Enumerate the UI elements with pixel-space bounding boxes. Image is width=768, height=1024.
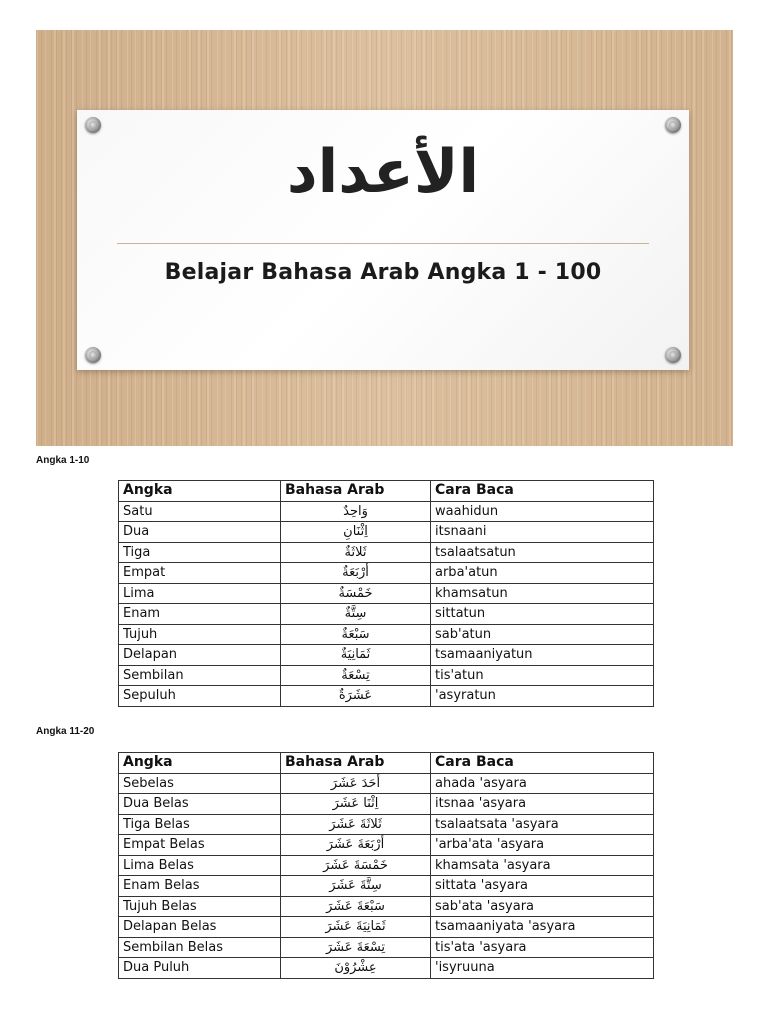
table-row (119, 501, 654, 522)
cell-arabic: خَمْسَةَ عَشَرَ (281, 855, 431, 876)
cell-arabic: ثَمَانِيَةَ عَشَرَ (281, 917, 431, 938)
cell-cara-baca: ahada 'asyara (431, 773, 654, 794)
column-header-bahasa-arab: Bahasa Arab (281, 753, 431, 774)
cell-cara-baca: itsnaa 'asyara (431, 794, 654, 815)
cell-cara-baca: sab'ata 'asyara (431, 896, 654, 917)
column-header-angka: Angka (119, 753, 281, 774)
table-row (119, 896, 654, 917)
cell-arabic: عِشْرُوْنَ (281, 958, 431, 979)
cell-cara-baca: 'isyruuna (431, 958, 654, 979)
cell-arabic: اِثْنَانِ (281, 522, 431, 543)
cell-arabic: أَرْبَعَةٌ (281, 563, 431, 584)
cell-angka: Lima (119, 583, 281, 604)
table-row (119, 542, 654, 563)
banner-subtitle: Belajar Bahasa Arab Angka 1 - 100 (164, 260, 602, 285)
cell-angka: Empat (119, 563, 281, 584)
cell-cara-baca: sittatun (431, 604, 654, 625)
cell-angka: Sepuluh (119, 686, 281, 707)
table-row (119, 604, 654, 625)
cell-angka: Sebelas (119, 773, 281, 794)
cell-angka: Tiga (119, 542, 281, 563)
column-header-cara-baca: Cara Baca (431, 481, 654, 502)
divider (117, 243, 649, 244)
column-header-cara-baca: Cara Baca (431, 753, 654, 774)
table-row (119, 665, 654, 686)
screw-icon (665, 117, 681, 133)
table-header-row (119, 753, 654, 774)
table-row (119, 917, 654, 938)
cell-cara-baca: khamsata 'asyara (431, 855, 654, 876)
screw-icon (85, 347, 101, 363)
cell-cara-baca: tsalaatsatun (431, 542, 654, 563)
table-row (119, 958, 654, 979)
cell-angka: Tujuh (119, 624, 281, 645)
cell-arabic: وَاحِدٌ (281, 501, 431, 522)
cell-angka: Tiga Belas (119, 814, 281, 835)
cell-angka: Delapan (119, 645, 281, 666)
table-row (119, 794, 654, 815)
section-label-1-10: Angka 1-10 (36, 455, 90, 466)
cell-cara-baca: tis'atun (431, 665, 654, 686)
cell-angka: Sembilan (119, 665, 281, 686)
screw-icon (665, 347, 681, 363)
section-label-11-20: Angka 11-20 (36, 726, 95, 737)
table-row (119, 814, 654, 835)
table-row (119, 876, 654, 897)
table-row (119, 563, 654, 584)
cell-arabic: خَمْسَةٌ (281, 583, 431, 604)
cell-cara-baca: tis'ata 'asyara (431, 937, 654, 958)
cell-angka: Dua Belas (119, 794, 281, 815)
cell-cara-baca: tsamaaniyata 'asyara (431, 917, 654, 938)
table-row (119, 583, 654, 604)
cell-cara-baca: sab'atun (431, 624, 654, 645)
cell-cara-baca: 'arba'ata 'asyara (431, 835, 654, 856)
cell-angka: Satu (119, 501, 281, 522)
cell-arabic: عَشَرَةٌ (281, 686, 431, 707)
table-row (119, 624, 654, 645)
cell-arabic: أَحَدَ عَشَرَ (281, 773, 431, 794)
cell-cara-baca: tsalaatsata 'asyara (431, 814, 654, 835)
cell-angka: Lima Belas (119, 855, 281, 876)
arabic-title: الأعداد (286, 137, 480, 207)
cell-angka: Dua Puluh (119, 958, 281, 979)
table-row (119, 937, 654, 958)
cell-arabic: سَبْعَةٌ (281, 624, 431, 645)
cell-arabic: تِسْعَةٌ (281, 665, 431, 686)
cell-angka: Enam (119, 604, 281, 625)
cell-arabic: تِسْعَةَ عَشَرَ (281, 937, 431, 958)
table-header-row (119, 481, 654, 502)
header-banner (36, 30, 733, 446)
table-row (119, 773, 654, 794)
title-card (77, 110, 689, 370)
cell-arabic: ثَلاثَةَ عَشَرَ (281, 814, 431, 835)
cell-cara-baca: sittata 'asyara (431, 876, 654, 897)
screw-icon (85, 117, 101, 133)
cell-arabic: سِتَّةٌ (281, 604, 431, 625)
cell-cara-baca: khamsatun (431, 583, 654, 604)
cell-cara-baca: 'asyratun (431, 686, 654, 707)
table-row (119, 645, 654, 666)
table-row (119, 855, 654, 876)
cell-cara-baca: arba'atun (431, 563, 654, 584)
cell-cara-baca: itsnaani (431, 522, 654, 543)
cell-angka: Delapan Belas (119, 917, 281, 938)
cell-angka: Empat Belas (119, 835, 281, 856)
column-header-bahasa-arab: Bahasa Arab (281, 481, 431, 502)
table-row (119, 522, 654, 543)
table-row (119, 686, 654, 707)
table-row (119, 835, 654, 856)
column-header-angka: Angka (119, 481, 281, 502)
cell-angka: Sembilan Belas (119, 937, 281, 958)
cell-angka: Dua (119, 522, 281, 543)
cell-arabic: اِثْنَا عَشَرَ (281, 794, 431, 815)
cell-cara-baca: waahidun (431, 501, 654, 522)
cell-arabic: ثَلاثَةٌ (281, 542, 431, 563)
cell-arabic: سِتَّةَ عَشَرَ (281, 876, 431, 897)
cell-cara-baca: tsamaaniyatun (431, 645, 654, 666)
cell-arabic: ثَمَانِيَةٌ (281, 645, 431, 666)
cell-angka: Enam Belas (119, 876, 281, 897)
cell-arabic: أَرْبَعَةَ عَشَرَ (281, 835, 431, 856)
numbers-table-1-10 (118, 480, 654, 707)
numbers-table-11-20 (118, 752, 654, 979)
cell-arabic: سَبْعَةَ عَشَرَ (281, 896, 431, 917)
cell-angka: Tujuh Belas (119, 896, 281, 917)
